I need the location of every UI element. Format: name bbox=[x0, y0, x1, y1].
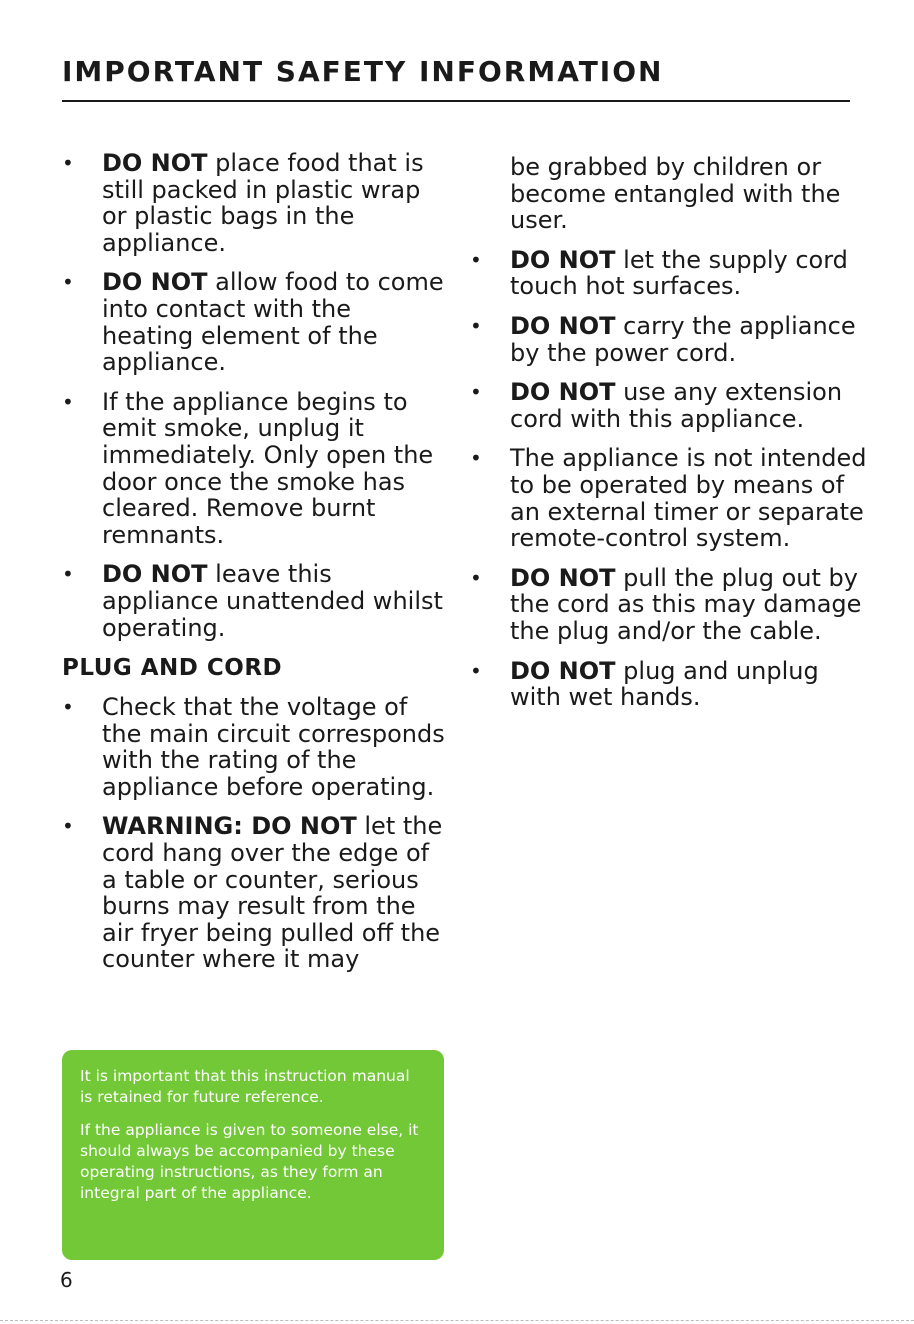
list-item: • DO NOT pull the plug out by the cord as this may damage the plug and/or the cable. bbox=[470, 565, 870, 645]
list-item: • DO NOT let the supply cord touch hot surfaces. bbox=[470, 247, 870, 300]
list-item: • DO NOT leave this appliance unattended whilst operating. bbox=[62, 561, 447, 641]
footer-divider bbox=[0, 1320, 914, 1321]
safety-list-left bbox=[62, 150, 447, 641]
list-item: • DO NOT carry the appliance by the power cord. bbox=[470, 313, 870, 366]
list-item: • DO NOT allow food to come into contact with the heating element of the appliance. bbox=[62, 269, 447, 375]
page-title: IMPORTANT SAFETY INFORMATION bbox=[62, 55, 664, 88]
right-column bbox=[470, 150, 870, 724]
plug-cord-list bbox=[62, 694, 447, 973]
retain-manual-note bbox=[62, 1050, 444, 1260]
page-number: 6 bbox=[60, 1268, 73, 1292]
note-paragraph: If the appliance is given to someone else, it should always be accompanied by these operating instructions, as they form an integral part of the appliance. bbox=[80, 1121, 419, 1202]
list-item: • DO NOT plug and unplug with wet hands. bbox=[470, 658, 870, 711]
left-column bbox=[62, 150, 447, 986]
title-divider bbox=[62, 100, 850, 102]
list-item: • DO NOT use any extension cord with this appliance. bbox=[470, 379, 870, 432]
note-paragraph: It is important that this instruction manual is retained for future reference. bbox=[80, 1067, 410, 1106]
list-item: • WARNING: DO NOT let the cord hang over the edge of a table or counter, serious burns may result from the air fryer being pulled off the counter where it may bbox=[62, 813, 447, 973]
list-item: • The appliance is not intended to be operated by means of an external timer or separate remote-control system. bbox=[470, 445, 870, 551]
list-item: • DO NOT place food that is still packed in plastic wrap or plastic bags in the appliance. bbox=[62, 150, 447, 256]
list-item: • Check that the voltage of the main circuit corresponds with the rating of the appliance before operating. bbox=[62, 694, 447, 800]
section-heading-plug-and-cord: PLUG AND CORD bbox=[62, 655, 283, 682]
safety-list-right bbox=[470, 247, 870, 711]
list-item: • If the appliance begins to emit smoke, unplug it immediately. Only open the door once the smoke has cleared. Remove burnt remnants. bbox=[62, 389, 447, 549]
continued-text: be grabbed by children or become entangled with the user. bbox=[510, 153, 841, 235]
